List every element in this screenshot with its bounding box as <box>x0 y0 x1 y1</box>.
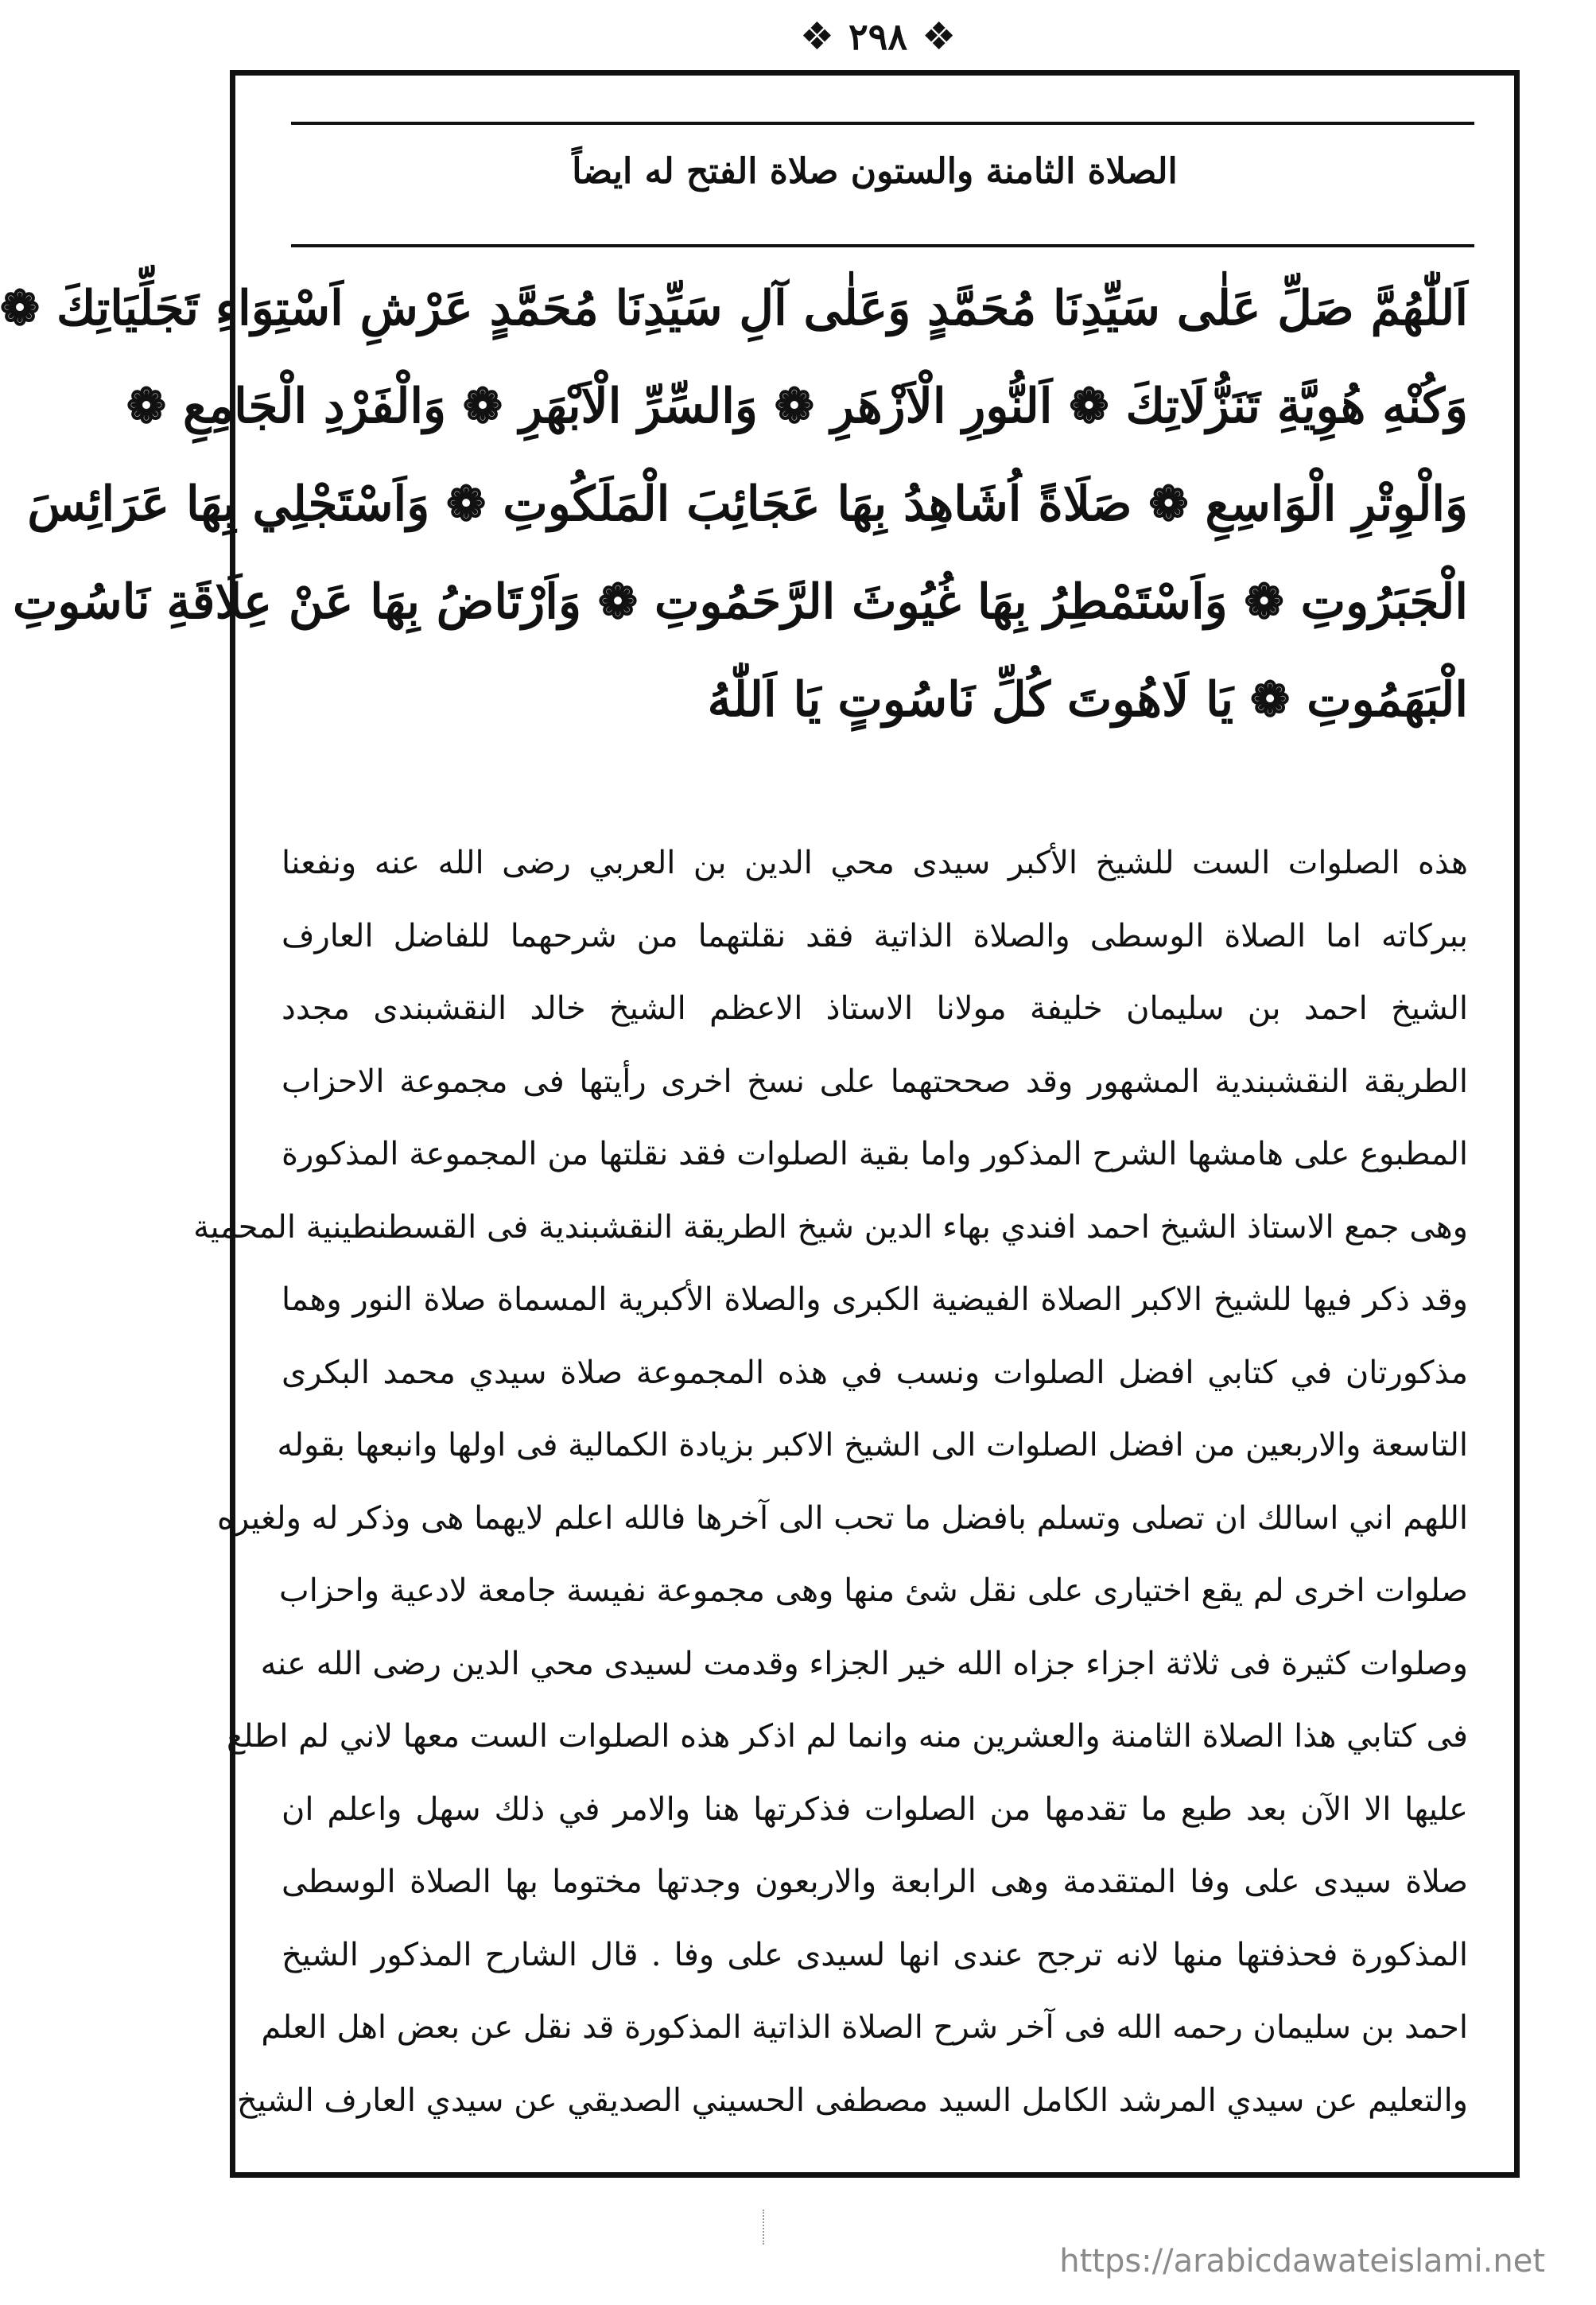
body-line: المذكورة فحذفتها منها لانه ترجح عندى انها لسيدى على وفا . قال الشارح المذكور الشيخ <box>282 1936 1468 1973</box>
body-line: فى كتابي هذا الصلاة الثامنة والعشرين منه وانما لم اذكر هذه الصلوات الست معها لاني لم اطلع <box>227 1718 1468 1755</box>
prayer-text <box>0 260 1468 749</box>
body-line: احمد بن سليمان رحمه الله فى آخر شرح الصلاة الذاتية المذكورة قد نقل عن بعض اهل العلم <box>261 2009 1468 2046</box>
body-line: والتعليم عن سيدي المرشد الكامل السيد مصطفى الحسيني الصديقي عن سيدي العارف الشيخ <box>236 2081 1468 2119</box>
body-line: مذكورتان في كتابي افضل الصلوات ونسب في هذه المجموعة صلاة سيدي محمد البكرى <box>282 1354 1468 1391</box>
page-frame <box>0 70 1520 2178</box>
heading-top-rule <box>291 122 1474 125</box>
right-ornament-icon: ❖ <box>922 14 957 59</box>
prayer-line: الْجَبَرُوتِ ❁ وَاَسْتَمْطِرُ بِهَا غُيُوثَ الرَّحَمُوتِ ❁ وَاَرْتَاضُ بِهَا عَنْ عِلَاقَةِ نَاسُوتِ <box>12 574 1468 630</box>
body-line: ببركاته اما الصلاة الوسطى والصلاة الذاتية فقد نقلتهما من شرحهما للفاضل العارف <box>282 917 1468 954</box>
prayer-line: وَالْوِتْرِ الْوَاسِعِ ❁ صَلَاةً اُشَاهِدُ بِهَا عَجَائِبَ الْمَلَكُوتِ ❁ وَاَسْتَجْلِي بِهَا عَرَائِسَ <box>27 476 1468 532</box>
prayer-line: الْبَهَمُوتِ ❁ يَا لَاهُوتَ كُلِّ نَاسُوتٍ يَا اَللّٰهُ <box>707 672 1468 728</box>
prayer-line: وَكُنْهِ هُوِيَّةِ تَنَزُّلَاتِكَ ❁ اَلنُّورِ الْاَزْهَرِ ❁ وَالسِّرِّ الْاَبْهَرِ ❁ وَالْفَرْدِ الْجَامِعِ ❁ <box>126 379 1468 434</box>
left-ornament-icon: ❖ <box>799 14 834 59</box>
body-line: صلوات اخرى لم يقع اختيارى على نقل شئ منها وهى مجموعة نفيسة جامعة لادعية واحزاب <box>279 1572 1468 1609</box>
page-number-header <box>160 5 1596 68</box>
body-line: الطريقة النقشبندية المشهور وقد صححتهما على نسخ اخرى رأيتها فى مجموعة الاحزاب <box>282 1063 1468 1100</box>
body-line: وصلوات كثيرة فى ثلاثة اجزاء جزاه الله خير الجزاء وقدمت لسيدى محي الدين رضى الله عنه <box>260 1645 1468 1682</box>
page-number: ٢٩٨ <box>848 15 908 58</box>
heading-bottom-rule <box>291 244 1474 247</box>
body-line: هذه الصلوات الست للشيخ الأكبر سيدى محي الدين بن العربي رضى الله عنه ونفعنا <box>282 845 1468 881</box>
body-line: التاسعة والاربعين من افضل الصلوات الى الشيخ الاكبر بزيادة الكمالية فى اولها وانبعها بقوله <box>277 1427 1468 1463</box>
body-line: اللهم اني اسالك ان تصلى وتسلم بافضل ما تحب الى آخرها فالله اعلم لايهما هى وذكر له ولغيره <box>217 1499 1468 1537</box>
body-line: الشيخ احمد بن سليمان خليفة مولانا الاستاذ الاعظم الشيخ خالد النقشبندى مجدد <box>282 990 1468 1027</box>
scan-speck <box>763 2210 767 2245</box>
body-line: صلاة سيدى على وفا المتقدمة وهى الرابعة والاربعون وجدتها مختوما بها الصلاة الوسطى <box>282 1864 1468 1900</box>
commentary-text <box>193 827 1468 2137</box>
watermark-url: https://arabicdawateislami.net <box>1059 2243 1545 2280</box>
body-line: وقد ذكر فيها للشيخ الاكبر الصلاة الفيضية الكبرى والصلاة الأكبرية المسماة صلاة النور وهما <box>282 1281 1468 1318</box>
body-line: وهى جمع الاستاذ الشيخ احمد افندي بهاء الدين شيخ الطريقة النقشبندية فى القسطنطينية المحمية <box>193 1208 1468 1246</box>
section-heading: الصلاة الثامنة والستون صلاة الفتح له ايضاً <box>572 151 1178 192</box>
body-line: عليها الا الآن بعد طبع ما تقدمها من الصلوات فذكرتها هنا والامر في ذلك سهل واعلم ان <box>282 1790 1468 1828</box>
body-line: المطبوع على هامشها الشرح المذكور واما بقية الصلوات فقد نقلتها من المجموعة المذكورة <box>282 1136 1468 1172</box>
prayer-line: اَللّٰهُمَّ صَلِّ عَلٰى سَيِّدِنَا مُحَمَّدٍ وَعَلٰى آلِ سَيِّدِنَا مُحَمَّدٍ عَرْشِ اَسْتِوَاءِ تَجَلِّيَاتِكَ ❁ <box>0 281 1468 336</box>
